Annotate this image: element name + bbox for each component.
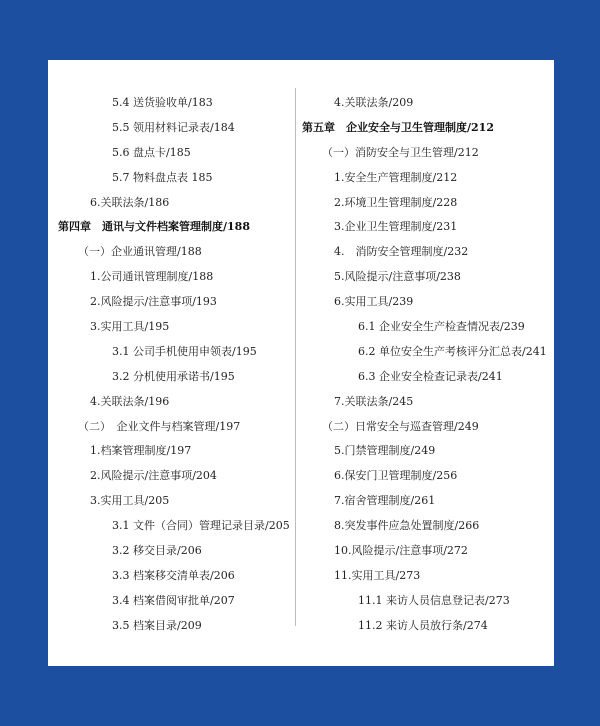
toc-entry: 3.3 档案移交清单表/206 bbox=[112, 568, 235, 582]
toc-entry: 10.风险提示/注意事项/272 bbox=[334, 544, 468, 558]
toc-entry: 3.1 文件（合同）管理记录目录/205 bbox=[112, 519, 290, 533]
toc-entry: 6.实用工具/239 bbox=[334, 295, 414, 309]
toc-entry: （二） 企业文件与档案管理/197 bbox=[78, 419, 241, 433]
toc-entry: 5.4 送货验收单/183 bbox=[112, 96, 213, 109]
toc-chapter-heading: 第五章 企业安全与卫生管理制度/212 bbox=[302, 120, 494, 134]
toc-entry: 7.宿舍管理制度/261 bbox=[334, 494, 436, 508]
toc-entry: 5.风险提示/注意事项/238 bbox=[334, 270, 461, 284]
toc-entry: 11.1 来访人员信息登记表/273 bbox=[358, 593, 510, 607]
toc-entry: 5.6 盘点卡/185 bbox=[112, 145, 191, 159]
toc-chapter-heading: 第四章 通讯与文件档案管理制度/188 bbox=[58, 220, 250, 234]
column-divider bbox=[295, 88, 296, 626]
toc-entry: 3.1 公司手机使用申领表/195 bbox=[112, 344, 257, 358]
toc-entry: 5.门禁管理制度/249 bbox=[334, 444, 436, 458]
toc-entry: 2.环境卫生管理制度/228 bbox=[334, 195, 458, 209]
toc-entry: 11.2 来访人员放行条/274 bbox=[358, 618, 488, 632]
toc-entry: （二）日常安全与巡查管理/249 bbox=[322, 419, 479, 433]
toc-entry: 6.保安门卫管理制度/256 bbox=[334, 469, 458, 483]
toc-entry: 3.4 档案借阅审批单/207 bbox=[112, 593, 235, 607]
toc-entry: 6.2 单位安全生产考核评分汇总表/241 bbox=[358, 344, 547, 358]
toc-entry: 3.企业卫生管理制度/231 bbox=[334, 220, 458, 234]
toc-entry: 1.档案管理制度/197 bbox=[90, 444, 192, 458]
toc-entry: 6.1 企业安全生产检查情况表/239 bbox=[358, 320, 525, 334]
toc-entry: 1.公司通讯管理制度/188 bbox=[90, 270, 214, 284]
toc-entry: 3.2 移交目录/206 bbox=[112, 544, 202, 558]
toc-entry: 6.关联法条/186 bbox=[90, 195, 170, 209]
toc-entry: 2.风险提示/注意事项/193 bbox=[90, 295, 217, 309]
toc-entry: 4.关联法条/209 bbox=[334, 96, 414, 109]
toc-entry: 3.5 档案目录/209 bbox=[112, 618, 202, 632]
toc-entry: 11.实用工具/273 bbox=[334, 568, 421, 582]
toc-left-column bbox=[48, 96, 292, 644]
toc-entry: 3.实用工具/205 bbox=[90, 494, 170, 508]
toc-entry: 2.风险提示/注意事项/204 bbox=[90, 469, 217, 483]
toc-entry: 5.7 物料盘点表 185 bbox=[112, 170, 213, 184]
toc-entry: 3.2 分机使用承诺书/195 bbox=[112, 369, 235, 383]
toc-entry: 7.关联法条/245 bbox=[334, 394, 414, 408]
toc-right-column bbox=[300, 96, 550, 644]
toc-entry: 4.关联法条/196 bbox=[90, 394, 170, 408]
toc-entry: 4. 消防安全管理制度/232 bbox=[334, 245, 469, 259]
toc-entry: （一）消防安全与卫生管理/212 bbox=[322, 145, 479, 159]
toc-entry: 1.安全生产管理制度/212 bbox=[334, 170, 458, 184]
toc-entry: （一）企业通讯管理/188 bbox=[78, 245, 202, 259]
toc-entry: 5.5 领用材料记录表/184 bbox=[112, 120, 235, 134]
toc-entry: 3.实用工具/195 bbox=[90, 320, 170, 334]
toc-entry: 8.突发事件应急处置制度/266 bbox=[334, 519, 480, 533]
toc-entry: 6.3 企业安全检查记录表/241 bbox=[358, 369, 503, 383]
